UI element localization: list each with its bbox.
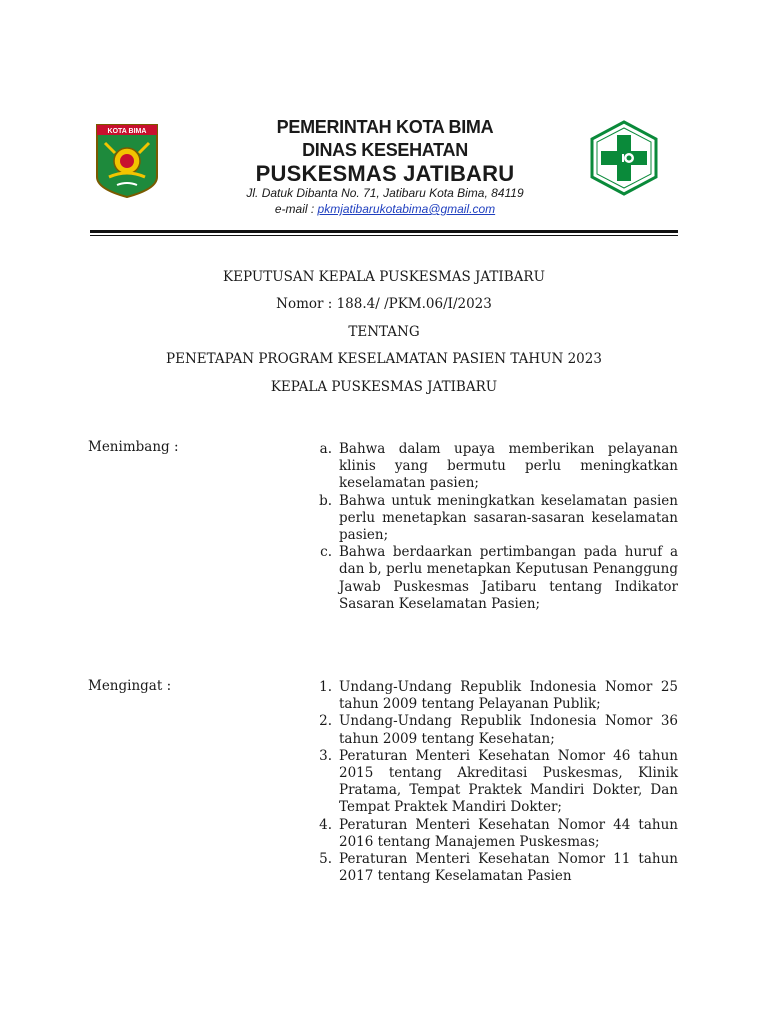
- decree-number: Nomor : 188.4/ /PKM.06/I/2023: [276, 296, 492, 312]
- decree-subject: PENETAPAN PROGRAM KESELAMATAN PASIEN TAHUN 2023: [166, 351, 602, 367]
- department-name: DINAS KESEHATAN: [302, 140, 468, 160]
- address: Jl. Datuk Dibanta No. 71, Jatibaru Kota Bima, 84119: [246, 186, 524, 200]
- mengingat-label: Mengingat :: [88, 678, 172, 694]
- list-item: b. Bahwa untuk meningkatkan keselamatan pasien perlu menetapkan sasaran-sasaran keselamatan pasien;: [319, 492, 678, 544]
- list-item: 1. Undang-Undang Republik Indonesia Nomor 25 tahun 2009 tentang Pelayanan Publik;: [319, 679, 678, 713]
- decree-title: KEPUTUSAN KEPALA PUSKESMAS JATIBARU: [223, 269, 545, 285]
- letterhead-rule-thick: [90, 230, 678, 233]
- letterhead: [0, 0, 768, 240]
- list-item: 2. Undang-Undang Republik Indonesia Nomor 36 tahun 2009 tentang Kesehatan;: [319, 713, 678, 747]
- organization-name: PUSKESMAS JATIBARU: [255, 161, 515, 186]
- mengingat-list: [312, 679, 678, 885]
- list-item: 4. Peraturan Menteri Kesehatan Nomor 44 tahun 2016 tentang Manajemen Puskesmas;: [319, 816, 678, 850]
- emblem-text: KOTA BIMA: [107, 128, 147, 135]
- list-item: c. Bahwa berdaarkan pertimbangan pada huruf a dan b, perlu menetapkan Keputusan Penanggung Jawab Puskesmas Jatibaru tentang Indikator Sasaran Keselamatan Pasien;: [320, 544, 678, 612]
- list-item: 3. Peraturan Menteri Kesehatan Nomor 46 tahun 2015 tentang Akreditasi Puskesmas, Klinik Pratama, Tempat Praktek Mandiri Dokter, Dan Tempat Praktek Mandiri Dokter;: [319, 747, 678, 816]
- puskesmas-cross-logo-icon: [588, 119, 660, 197]
- menimbang-label: Menimbang :: [88, 439, 179, 455]
- decree-about: TENTANG: [348, 324, 420, 340]
- menimbang-list: [312, 441, 678, 613]
- email-link[interactable]: pkmjatibarukotabima@gmail.com: [317, 202, 496, 216]
- kota-bima-emblem-icon: [95, 123, 159, 199]
- list-item: a. Bahwa dalam upaya memberikan pelayanan klinis yang bermutu perlu meningkatkan keselamatan pasien;: [319, 441, 678, 492]
- government-name: PEMERINTAH KOTA BIMA: [276, 117, 494, 137]
- decree-authority: KEPALA PUSKESMAS JATIBARU: [270, 379, 498, 395]
- email-line: [160, 202, 610, 216]
- letterhead-rule-thin: [90, 235, 678, 236]
- list-item: 5. Peraturan Menteri Kesehatan Nomor 11 tahun 2017 tentang Keselamatan Pasien: [319, 851, 678, 885]
- email-label: e-mail :: [274, 202, 315, 216]
